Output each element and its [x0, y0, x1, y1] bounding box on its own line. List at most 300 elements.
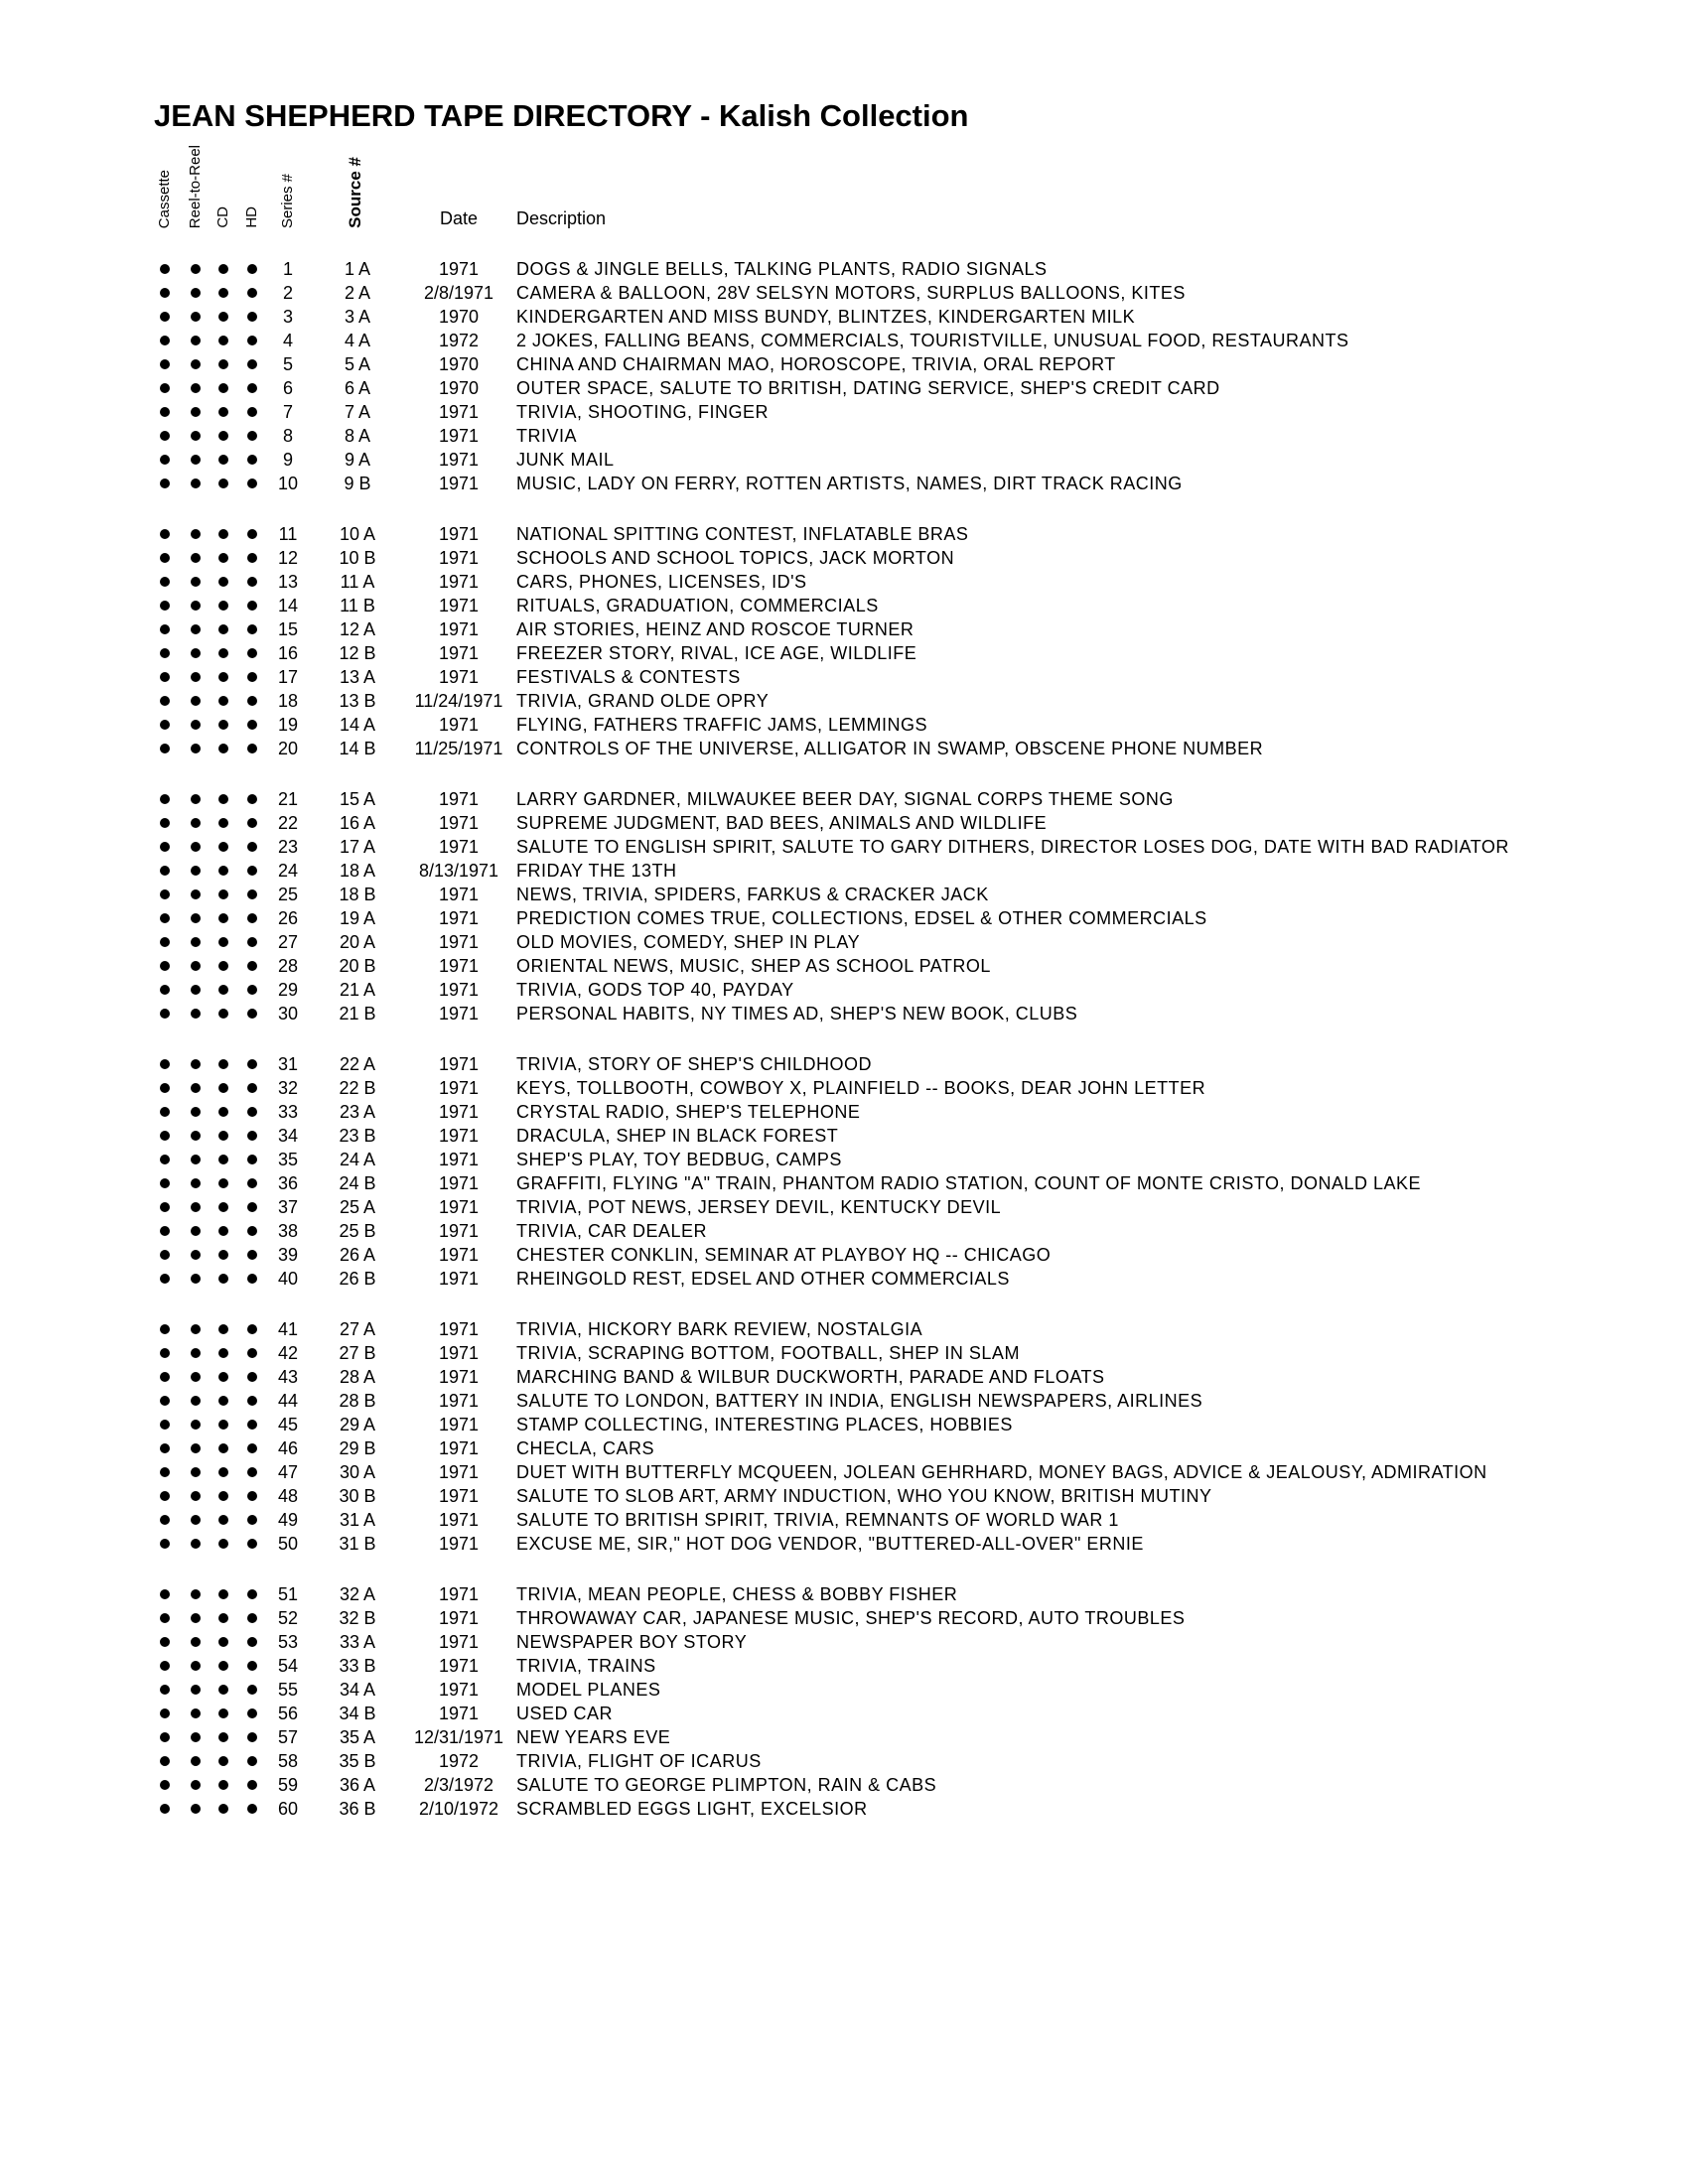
cassette-dot — [160, 529, 170, 539]
reel-to-reel-dot — [191, 961, 201, 971]
source-number: 5 A — [344, 354, 371, 374]
cd-dot — [218, 1613, 228, 1623]
hd-dot — [247, 1178, 257, 1188]
cd-dot — [218, 1780, 228, 1790]
hd-dot — [247, 288, 257, 298]
table-row — [0, 1484, 1688, 1508]
source-number: 28 A — [339, 1367, 376, 1387]
description-text: TRIVIA, GRAND OLDE OPRY — [516, 691, 770, 711]
date-value: 1971 — [438, 813, 480, 833]
date-value: 1971 — [438, 1391, 480, 1411]
date-value: 8/13/1971 — [418, 861, 499, 881]
table-rows — [0, 257, 1688, 1821]
cassette-dot — [160, 288, 170, 298]
cd-dot — [218, 624, 228, 634]
date-value: 1971 — [438, 1102, 480, 1122]
date-value: 1971 — [438, 1510, 480, 1530]
cd-dot — [218, 744, 228, 753]
table-row — [0, 329, 1688, 352]
column-header-cd: CD — [214, 206, 231, 228]
cassette-dot — [160, 842, 170, 852]
date-value: 1971 — [438, 450, 480, 470]
source-number: 13 B — [339, 691, 376, 711]
cassette-dot — [160, 601, 170, 611]
cassette-dot — [160, 1661, 170, 1671]
description-text: AIR STORIES, HEINZ AND ROSCOE TURNER — [516, 619, 914, 639]
cd-dot — [218, 529, 228, 539]
cd-dot — [218, 1178, 228, 1188]
source-number: 34 B — [339, 1704, 376, 1723]
series-number: 26 — [277, 908, 299, 928]
table-row — [0, 1606, 1688, 1630]
table-row — [0, 978, 1688, 1002]
cassette-dot — [160, 1131, 170, 1141]
cassette-dot — [160, 1637, 170, 1647]
date-value: 1971 — [438, 1632, 480, 1652]
series-number: 22 — [277, 813, 299, 833]
reel-to-reel-dot — [191, 1250, 201, 1260]
hd-dot — [247, 985, 257, 995]
cd-dot — [218, 1202, 228, 1212]
description-text: SALUTE TO ENGLISH SPIRIT, SALUTE TO GARY DITHERS, DIRECTOR LOSES DOG, DATE WITH BAD RADIATOR — [516, 837, 1509, 857]
cassette-dot — [160, 720, 170, 730]
table-row — [0, 546, 1688, 570]
series-number: 25 — [277, 885, 299, 904]
source-number: 21 B — [339, 1004, 376, 1024]
reel-to-reel-dot — [191, 1155, 201, 1164]
hd-dot — [247, 1443, 257, 1453]
hd-dot — [247, 961, 257, 971]
series-number: 45 — [277, 1415, 299, 1434]
date-value: 1971 — [438, 1173, 480, 1193]
description-text: CRYSTAL RADIO, SHEP'S TELEPHONE — [516, 1102, 861, 1122]
description-text: TRIVIA, FLIGHT OF ICARUS — [516, 1751, 762, 1771]
description-text: OUTER SPACE, SALUTE TO BRITISH, DATING SERVICE, SHEP'S CREDIT CARD — [516, 378, 1220, 398]
cassette-dot — [160, 1613, 170, 1623]
date-value: 1971 — [438, 980, 480, 1000]
reel-to-reel-dot — [191, 1059, 201, 1069]
table-row — [0, 257, 1688, 281]
description-text: SALUTE TO LONDON, BATTERY IN INDIA, ENGLISH NEWSPAPERS, AIRLINES — [516, 1391, 1203, 1411]
hd-dot — [247, 1661, 257, 1671]
description-text: KEYS, TOLLBOOTH, COWBOY X, PLAINFIELD -- BOOKS, DEAR JOHN LETTER — [516, 1078, 1206, 1098]
reel-to-reel-dot — [191, 478, 201, 488]
cd-dot — [218, 1732, 228, 1742]
reel-to-reel-dot — [191, 648, 201, 658]
hd-dot — [247, 842, 257, 852]
series-number: 43 — [277, 1367, 299, 1387]
date-value: 1971 — [438, 1704, 480, 1723]
table-row — [0, 448, 1688, 472]
description-text: NEWS, TRIVIA, SPIDERS, FARKUS & CRACKER JACK — [516, 885, 989, 904]
series-number: 50 — [277, 1534, 299, 1554]
reel-to-reel-dot — [191, 1613, 201, 1623]
date-value: 1972 — [438, 331, 480, 350]
reel-to-reel-dot — [191, 383, 201, 393]
source-number: 11 A — [340, 572, 375, 592]
cassette-dot — [160, 1178, 170, 1188]
source-number: 20 B — [339, 956, 376, 976]
cassette-dot — [160, 553, 170, 563]
series-number: 58 — [277, 1751, 299, 1771]
date-value: 1971 — [438, 1584, 480, 1604]
cd-dot — [218, 1708, 228, 1718]
date-value: 1971 — [438, 426, 480, 446]
hd-dot — [247, 553, 257, 563]
table-row — [0, 1630, 1688, 1654]
series-number: 38 — [277, 1221, 299, 1241]
table-row — [0, 305, 1688, 329]
hd-dot — [247, 455, 257, 465]
series-number: 10 — [277, 474, 299, 493]
series-number: 7 — [282, 402, 293, 422]
hd-dot — [247, 1274, 257, 1284]
cassette-dot — [160, 1491, 170, 1501]
source-number: 19 A — [339, 908, 376, 928]
reel-to-reel-dot — [191, 431, 201, 441]
hd-dot — [247, 1250, 257, 1260]
description-text: FESTIVALS & CONTESTS — [516, 667, 741, 687]
series-number: 1 — [282, 259, 293, 279]
source-number: 18 A — [339, 861, 376, 881]
description-text: FLYING, FATHERS TRAFFIC JAMS, LEMMINGS — [516, 715, 928, 735]
hd-dot — [247, 624, 257, 634]
series-number: 42 — [277, 1343, 299, 1363]
page-title: JEAN SHEPHERD TAPE DIRECTORY - Kalish Collection — [154, 98, 969, 133]
reel-to-reel-dot — [191, 866, 201, 876]
cassette-dot — [160, 744, 170, 753]
cassette-dot — [160, 336, 170, 345]
series-number: 39 — [277, 1245, 299, 1265]
table-row — [0, 1702, 1688, 1725]
cassette-dot — [160, 1515, 170, 1525]
hd-dot — [247, 1396, 257, 1406]
source-number: 36 A — [339, 1775, 376, 1795]
series-number: 18 — [277, 691, 299, 711]
cd-dot — [218, 601, 228, 611]
table-row — [0, 1654, 1688, 1678]
source-number: 2 A — [344, 283, 371, 303]
cassette-dot — [160, 431, 170, 441]
table-row — [0, 883, 1688, 906]
table-row — [0, 689, 1688, 713]
source-number: 27 B — [339, 1343, 376, 1363]
reel-to-reel-dot — [191, 1539, 201, 1549]
cassette-dot — [160, 1708, 170, 1718]
date-value: 1971 — [438, 789, 480, 809]
reel-to-reel-dot — [191, 1491, 201, 1501]
series-number: 46 — [277, 1438, 299, 1458]
description-text: JUNK MAIL — [516, 450, 615, 470]
hd-dot — [247, 720, 257, 730]
series-number: 29 — [277, 980, 299, 1000]
table-row — [0, 594, 1688, 617]
cd-dot — [218, 359, 228, 369]
cd-dot — [218, 720, 228, 730]
date-value: 1971 — [438, 1126, 480, 1146]
cd-dot — [218, 985, 228, 995]
cd-dot — [218, 1009, 228, 1019]
series-number: 6 — [282, 378, 293, 398]
source-number: 30 A — [339, 1462, 376, 1482]
description-text: NEW YEARS EVE — [516, 1727, 671, 1747]
date-value: 1971 — [438, 402, 480, 422]
reel-to-reel-dot — [191, 744, 201, 753]
series-number: 19 — [277, 715, 299, 735]
date-value: 1971 — [438, 1221, 480, 1241]
table-row — [0, 1124, 1688, 1148]
reel-to-reel-dot — [191, 1637, 201, 1647]
cd-dot — [218, 1804, 228, 1814]
table-row — [0, 1341, 1688, 1365]
source-number: 9 B — [344, 474, 371, 493]
description-text: SALUTE TO SLOB ART, ARMY INDUCTION, WHO YOU KNOW, BRITISH MUTINY — [516, 1486, 1212, 1506]
reel-to-reel-dot — [191, 407, 201, 417]
reel-to-reel-dot — [191, 1083, 201, 1093]
source-number: 9 A — [344, 450, 371, 470]
series-number: 21 — [277, 789, 299, 809]
cd-dot — [218, 794, 228, 804]
description-text: LARRY GARDNER, MILWAUKEE BEER DAY, SIGNAL CORPS THEME SONG — [516, 789, 1174, 809]
series-number: 9 — [282, 450, 293, 470]
hd-dot — [247, 648, 257, 658]
source-number: 1 A — [344, 259, 371, 279]
hd-dot — [247, 529, 257, 539]
date-value: 1971 — [438, 524, 480, 544]
reel-to-reel-dot — [191, 1372, 201, 1382]
series-number: 12 — [277, 548, 299, 568]
series-number: 55 — [277, 1680, 299, 1700]
source-number: 14 A — [339, 715, 376, 735]
reel-to-reel-dot — [191, 1443, 201, 1453]
table-row — [0, 400, 1688, 424]
reel-to-reel-dot — [191, 1515, 201, 1525]
description-text: TRIVIA, STORY OF SHEP'S CHILDHOOD — [516, 1054, 873, 1074]
date-value: 1971 — [438, 908, 480, 928]
cd-dot — [218, 1226, 228, 1236]
series-number: 52 — [277, 1608, 299, 1628]
reel-to-reel-dot — [191, 577, 201, 587]
description-text: MUSIC, LADY ON FERRY, ROTTEN ARTISTS, NAMES, DIRT TRACK RACING — [516, 474, 1183, 493]
description-text: THROWAWAY CAR, JAPANESE MUSIC, SHEP'S RECORD, AUTO TROUBLES — [516, 1608, 1186, 1628]
table-row — [0, 1389, 1688, 1413]
hd-dot — [247, 407, 257, 417]
date-value: 1971 — [438, 1534, 480, 1554]
table-row — [0, 906, 1688, 930]
date-value: 12/31/1971 — [413, 1727, 504, 1747]
cd-dot — [218, 1250, 228, 1260]
series-number: 23 — [277, 837, 299, 857]
date-value: 1971 — [438, 474, 480, 493]
hd-dot — [247, 431, 257, 441]
hd-dot — [247, 478, 257, 488]
source-number: 32 A — [339, 1584, 376, 1604]
hd-dot — [247, 1009, 257, 1019]
date-value: 2/10/1972 — [418, 1799, 499, 1819]
cassette-dot — [160, 1324, 170, 1334]
reel-to-reel-dot — [191, 1348, 201, 1358]
reel-to-reel-dot — [191, 818, 201, 828]
series-number: 17 — [277, 667, 299, 687]
table-row — [0, 1508, 1688, 1532]
source-number: 22 B — [339, 1078, 376, 1098]
date-value: 1971 — [438, 837, 480, 857]
hd-dot — [247, 1708, 257, 1718]
description-text: TRIVIA, TRAINS — [516, 1656, 656, 1676]
series-number: 57 — [277, 1727, 299, 1747]
series-number: 51 — [277, 1584, 299, 1604]
series-number: 8 — [282, 426, 293, 446]
table-row — [0, 641, 1688, 665]
column-header-source: Source # — [346, 157, 364, 228]
reel-to-reel-dot — [191, 264, 201, 274]
source-number: 36 B — [339, 1799, 376, 1819]
series-number: 13 — [277, 572, 299, 592]
cassette-dot — [160, 794, 170, 804]
column-header-hd: HD — [243, 206, 260, 228]
description-text: TRIVIA, HICKORY BARK REVIEW, NOSTALGIA — [516, 1319, 923, 1339]
table-row — [0, 1052, 1688, 1076]
reel-to-reel-dot — [191, 336, 201, 345]
source-number: 24 A — [339, 1150, 376, 1169]
date-value: 1971 — [438, 1343, 480, 1363]
hd-dot — [247, 1539, 257, 1549]
reel-to-reel-dot — [191, 1780, 201, 1790]
source-number: 12 B — [339, 643, 376, 663]
hd-dot — [247, 744, 257, 753]
cassette-dot — [160, 312, 170, 322]
cd-dot — [218, 1661, 228, 1671]
date-value: 1971 — [438, 1462, 480, 1482]
reel-to-reel-dot — [191, 913, 201, 923]
date-value: 1971 — [438, 259, 480, 279]
hd-dot — [247, 1515, 257, 1525]
source-number: 33 B — [339, 1656, 376, 1676]
description-text: RITUALS, GRADUATION, COMMERCIALS — [516, 596, 879, 615]
date-value: 1971 — [438, 1438, 480, 1458]
description-text: MARCHING BAND & WILBUR DUCKWORTH, PARADE AND FLOATS — [516, 1367, 1105, 1387]
cassette-dot — [160, 818, 170, 828]
table-row — [0, 1773, 1688, 1797]
reel-to-reel-dot — [191, 1685, 201, 1695]
source-number: 25 B — [339, 1221, 376, 1241]
cd-dot — [218, 1155, 228, 1164]
description-text: CHINA AND CHAIRMAN MAO, HOROSCOPE, TRIVIA, ORAL REPORT — [516, 354, 1116, 374]
cd-dot — [218, 1637, 228, 1647]
cassette-dot — [160, 1274, 170, 1284]
reel-to-reel-dot — [191, 1420, 201, 1430]
table-row — [0, 1148, 1688, 1171]
cassette-dot — [160, 1372, 170, 1382]
series-number: 28 — [277, 956, 299, 976]
cd-dot — [218, 383, 228, 393]
cassette-dot — [160, 1107, 170, 1117]
series-number: 14 — [277, 596, 299, 615]
column-header-date: Date — [439, 208, 479, 228]
series-number: 47 — [277, 1462, 299, 1482]
table-row — [0, 1532, 1688, 1556]
date-value: 1971 — [438, 1078, 480, 1098]
cassette-dot — [160, 1059, 170, 1069]
source-number: 23 B — [339, 1126, 376, 1146]
date-value: 1970 — [438, 354, 480, 374]
source-number: 4 A — [344, 331, 371, 350]
cd-dot — [218, 431, 228, 441]
cd-dot — [218, 1059, 228, 1069]
reel-to-reel-dot — [191, 1396, 201, 1406]
date-value: 1972 — [438, 1751, 480, 1771]
cd-dot — [218, 478, 228, 488]
date-value: 1971 — [438, 596, 480, 615]
source-number: 24 B — [339, 1173, 376, 1193]
cassette-dot — [160, 648, 170, 658]
date-value: 11/24/1971 — [414, 691, 503, 711]
hd-dot — [247, 1083, 257, 1093]
table-row — [0, 1100, 1688, 1124]
date-value: 1971 — [438, 1004, 480, 1024]
description-text: TRIVIA, CAR DEALER — [516, 1221, 708, 1241]
series-number: 2 — [282, 283, 293, 303]
cd-dot — [218, 455, 228, 465]
hd-dot — [247, 1589, 257, 1599]
series-number: 11 — [278, 524, 298, 544]
hd-dot — [247, 1732, 257, 1742]
series-number: 59 — [277, 1775, 299, 1795]
cassette-dot — [160, 696, 170, 706]
table-row — [0, 1436, 1688, 1460]
date-value: 1971 — [438, 1608, 480, 1628]
source-number: 12 A — [339, 619, 376, 639]
table-row — [0, 954, 1688, 978]
table-row — [0, 1749, 1688, 1773]
cd-dot — [218, 1491, 228, 1501]
source-number: 30 B — [339, 1486, 376, 1506]
cassette-dot — [160, 1348, 170, 1358]
source-number: 18 B — [339, 885, 376, 904]
reel-to-reel-dot — [191, 1178, 201, 1188]
series-number: 49 — [277, 1510, 299, 1530]
cassette-dot — [160, 1804, 170, 1814]
hd-dot — [247, 696, 257, 706]
hd-dot — [247, 1324, 257, 1334]
table-row — [0, 1243, 1688, 1267]
source-number: 32 B — [339, 1608, 376, 1628]
source-number: 26 B — [339, 1269, 376, 1289]
source-number: 25 A — [339, 1197, 376, 1217]
column-header-description: Description — [516, 208, 607, 228]
hd-dot — [247, 1059, 257, 1069]
hd-dot — [247, 1107, 257, 1117]
hd-dot — [247, 1804, 257, 1814]
cassette-dot — [160, 264, 170, 274]
cassette-dot — [160, 624, 170, 634]
source-number: 35 A — [339, 1727, 376, 1747]
cassette-dot — [160, 1396, 170, 1406]
hd-dot — [247, 913, 257, 923]
table-row — [0, 424, 1688, 448]
description-text: KINDERGARTEN AND MISS BUNDY, BLINTZES, KINDERGARTEN MILK — [516, 307, 1136, 327]
date-value: 1971 — [438, 956, 480, 976]
column-header-cassette: Cassette — [156, 169, 173, 228]
cassette-dot — [160, 913, 170, 923]
cd-dot — [218, 1420, 228, 1430]
source-number: 26 A — [339, 1245, 376, 1265]
date-value: 1971 — [438, 1486, 480, 1506]
description-text: CHECLA, CARS — [516, 1438, 655, 1458]
hd-dot — [247, 794, 257, 804]
description-text: TRIVIA, GODS TOP 40, PAYDAY — [516, 980, 794, 1000]
reel-to-reel-dot — [191, 889, 201, 899]
